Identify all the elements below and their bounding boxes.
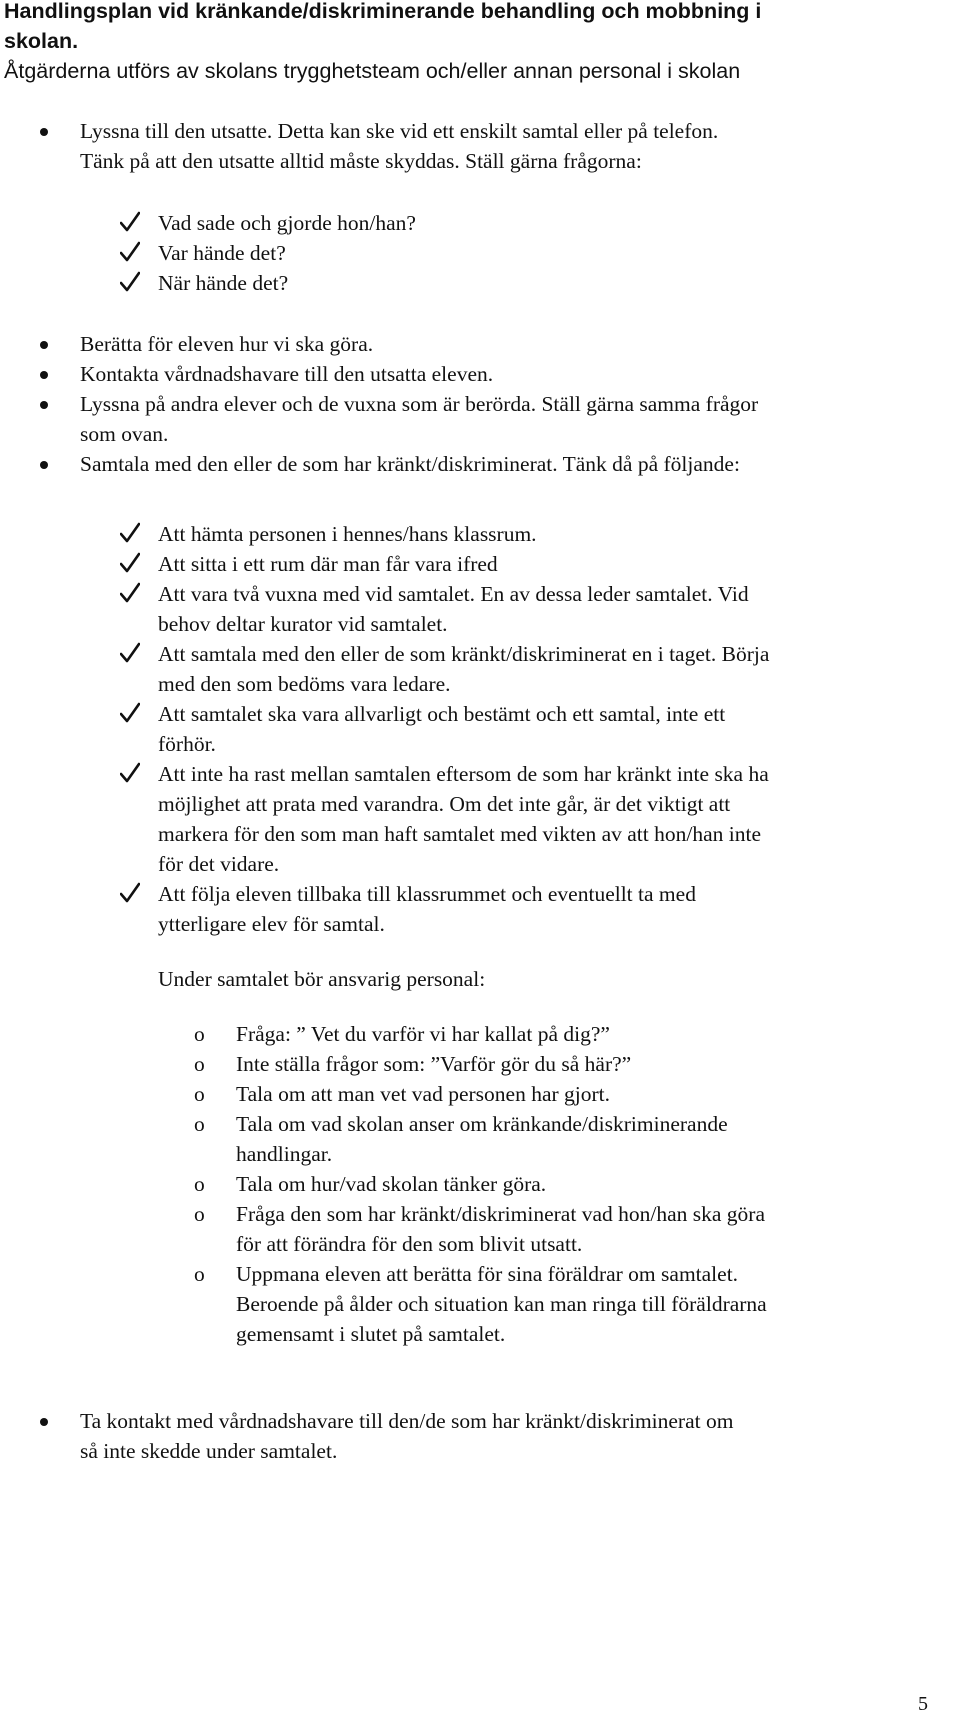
list-item-text: Att inte ha rast mellan samtalen eftersom de som har kränkt inte ska ha	[158, 762, 769, 786]
checkmark-icon	[120, 642, 140, 664]
list-item-text: markera för den som man haft samtalet med vikten av att hon/han inte	[158, 822, 761, 846]
section-heading: Under samtalet bör ansvarig personal:	[158, 967, 486, 991]
list-item-text: Vad sade och gjorde hon/han?	[158, 211, 416, 235]
bullet-dot-icon	[40, 128, 48, 136]
list-item-text: Att hämta personen i hennes/hans klassrum.	[158, 522, 537, 546]
list-item-text: Att samtala med den eller de som kränkt/diskriminerat en i taget. Börja	[158, 642, 770, 666]
circle-bullet-marker: o	[194, 1022, 205, 1046]
list-item-text: Uppmana eleven att berätta för sina föräldrar om samtalet.	[236, 1262, 739, 1286]
page-title-line-1: Handlingsplan vid kränkande/diskriminerande behandling och mobbning i	[4, 0, 762, 23]
list-item-text: för det vidare.	[158, 852, 280, 876]
list-item-text: Samtala med den eller de som har kränkt/diskriminerat. Tänk då på följande:	[80, 452, 740, 476]
list-item-text: förhör.	[158, 732, 216, 756]
list-item-text: för att förändra för den som blivit utsatt.	[236, 1232, 583, 1256]
list-item-text: som ovan.	[80, 422, 169, 446]
list-item-text: med den som bedöms vara ledare.	[158, 672, 451, 696]
circle-bullet-marker: o	[194, 1082, 205, 1106]
list-item-text: Tala om att man vet vad personen har gjort.	[236, 1082, 611, 1106]
list-item-text: Beroende på ålder och situation kan man ringa till föräldrarna	[236, 1292, 767, 1316]
list-item-text: Tala om hur/vad skolan tänker göra.	[236, 1172, 547, 1196]
checkmark-icon	[120, 702, 140, 724]
checkmark-icon	[120, 552, 140, 574]
checkmark-icon	[120, 211, 140, 233]
list-item-text: Att sitta i ett rum där man får vara ifred	[158, 552, 498, 576]
list-item-text: Lyssna till den utsatte. Detta kan ske vid ett enskilt samtal eller på telefon.	[80, 119, 719, 143]
checkmark-icon	[120, 882, 140, 904]
bullet-dot-icon	[40, 461, 48, 469]
list-item-text: Berätta för eleven hur vi ska göra.	[80, 332, 374, 356]
list-item-text: När hände det?	[158, 271, 289, 295]
list-item-text: ytterligare elev för samtal.	[158, 912, 385, 936]
circle-bullet-marker: o	[194, 1202, 205, 1226]
list-item-text: Att följa eleven tillbaka till klassrummet och eventuellt ta med	[158, 882, 696, 906]
circle-bullet-marker: o	[194, 1052, 205, 1076]
circle-bullet-marker: o	[194, 1262, 205, 1286]
checkmark-icon	[120, 522, 140, 544]
page-number: 5	[918, 1693, 928, 1715]
bullet-dot-icon	[40, 401, 48, 409]
checkmark-icon	[120, 241, 140, 263]
circle-bullet-marker: o	[194, 1172, 205, 1196]
list-item-text: så inte skedde under samtalet.	[80, 1439, 338, 1463]
bullet-dot-icon	[40, 1418, 48, 1426]
checkmark-icon	[120, 271, 140, 293]
page-subtitle: Åtgärderna utförs av skolans trygghetsteam och/eller annan personal i skolan	[4, 59, 741, 83]
list-item-text: Var hände det?	[158, 241, 286, 265]
list-item-text: gemensamt i slutet på samtalet.	[236, 1322, 506, 1346]
checkmark-icon	[120, 762, 140, 784]
list-item-text: Inte ställa frågor som: ”Varför gör du så här?”	[236, 1052, 632, 1076]
list-item-text: Tänk på att den utsatte alltid måste skyddas. Ställ gärna frågorna:	[80, 149, 642, 173]
list-item-text: Att vara två vuxna med vid samtalet. En av dessa leder samtalet. Vid	[158, 582, 749, 606]
list-item-text: Ta kontakt med vårdnadshavare till den/de som har kränkt/diskriminerat om	[80, 1409, 734, 1433]
list-item-text: handlingar.	[236, 1142, 333, 1166]
list-item-text: Lyssna på andra elever och de vuxna som är berörda. Ställ gärna samma frågor	[80, 392, 759, 416]
list-item-text: Kontakta vårdnadshavare till den utsatta eleven.	[80, 362, 494, 386]
bullet-dot-icon	[40, 341, 48, 349]
list-item-text: Fråga den som har kränkt/diskriminerat vad hon/han ska göra	[236, 1202, 765, 1226]
list-item-text: behov deltar kurator vid samtalet.	[158, 612, 448, 636]
circle-bullet-marker: o	[194, 1112, 205, 1136]
page-title-line-2: skolan.	[4, 29, 79, 53]
bullet-dot-icon	[40, 371, 48, 379]
list-item-text: möjlighet att prata med varandra. Om det inte går, är det viktigt att	[158, 792, 731, 816]
list-item-text: Fråga: ” Vet du varför vi har kallat på dig?”	[236, 1022, 610, 1046]
list-item-text: Tala om vad skolan anser om kränkande/diskriminerande	[236, 1112, 728, 1136]
list-item-text: Att samtalet ska vara allvarligt och bestämt och ett samtal, inte ett	[158, 702, 726, 726]
checkmark-icon	[120, 582, 140, 604]
